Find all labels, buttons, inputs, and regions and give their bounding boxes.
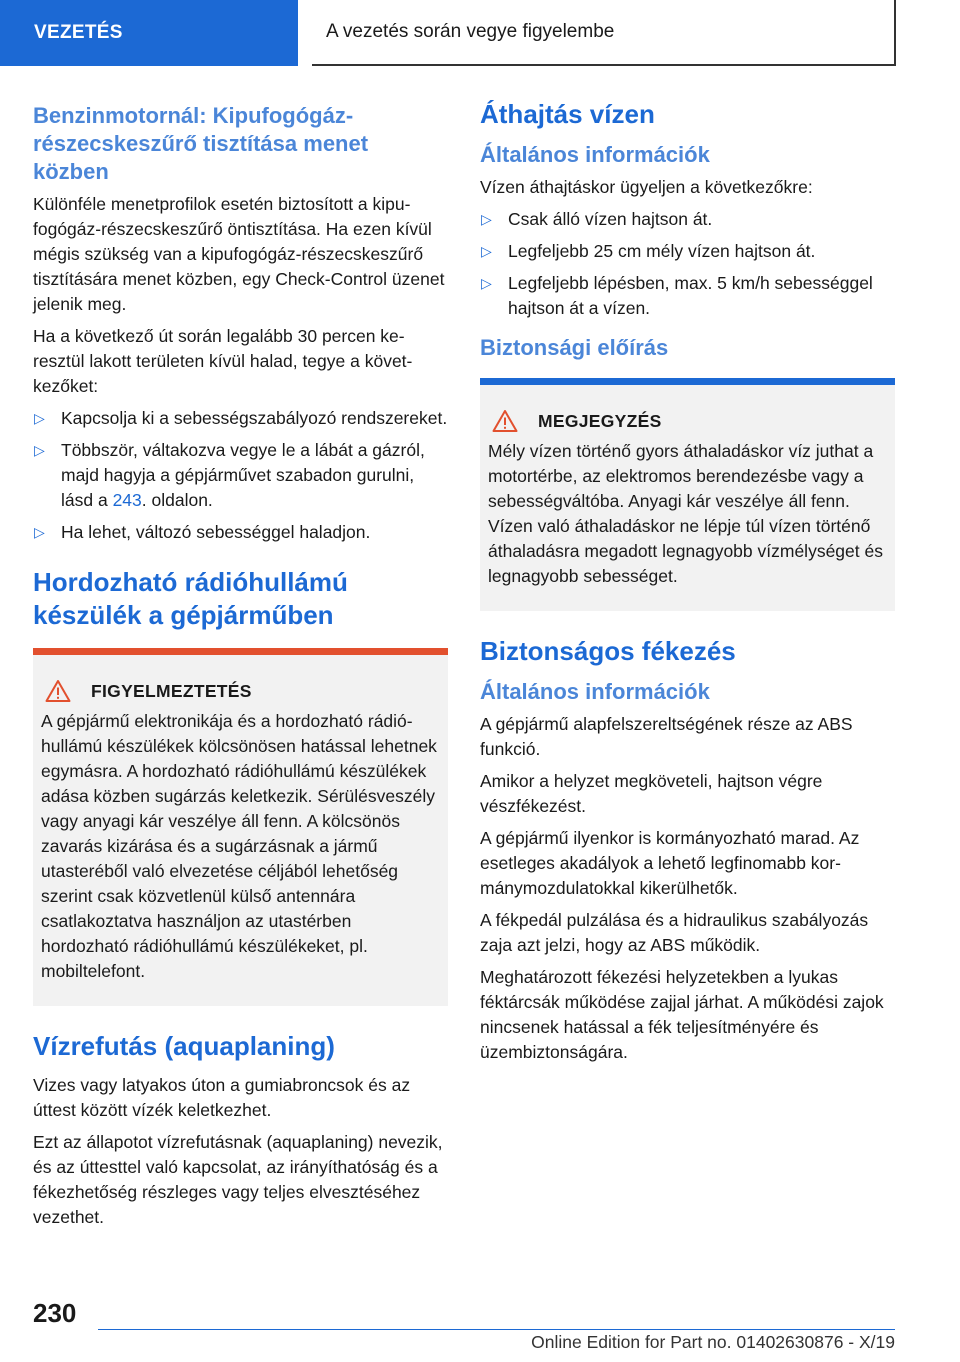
note-box: [480, 378, 895, 611]
heading-driving-through-water: Áthajtás vízen: [480, 99, 655, 129]
chapter-tab[interactable]: VEZETÉS: [0, 0, 298, 66]
note-title: MEGJEGYZÉS: [538, 410, 662, 431]
paragraph: Meghatározott fékezési helyzetekben a lyukas féktárcsák működése zajjal járhat. A működési zajok nincsenek hatással a fék teljesítményére és üzembiztonságára.: [480, 967, 884, 1062]
bullet-list: [33, 406, 448, 545]
paragraph: Amikor a helyzet megköveteli, hajtson végre vészfékezést.: [480, 771, 823, 816]
warning-box: [33, 648, 448, 1006]
triangle-bullet-icon: ▷: [481, 211, 492, 227]
warning-triangle-icon: [492, 409, 518, 433]
section-title: A vezetés során vegye figyelembe: [312, 0, 896, 66]
right-column: [480, 98, 895, 1072]
paragraph: Különféle menetprofilok esetén biztosított a kipufogógáz-részecskeszűrő öntisztítása. Ha ezen kívül mégis szükség van a kipufogógáz-részecskeszűrő tisztítására menet közben, egy Check-Control üzenet jelenik meg.: [33, 194, 445, 314]
heading-portable-radio: Hordozható rádióhullámú készülék a gépjárműben: [33, 567, 348, 630]
heading-safe-braking: Biztonságos fékezés: [480, 636, 736, 666]
paragraph: Vizes vagy latyakos úton a gumiabroncsok és az úttest között vízék keletkezhet.: [33, 1075, 411, 1120]
note-text: Mély vízen történő gyors áthaladáskor víz juthat a motortérbe, az elektromos berendezésbe vagy a sebességváltóba. Anyagi kár veszélye áll fenn. Vízen való áthaladáskor ne lépje túl vízen történő áthaladásra megadott legnagyobb vízmélységet és legnagyobb sebességet.: [488, 441, 883, 586]
list-item: ▷ Legfeljebb 25 cm mély vízen hajtson át.: [480, 239, 895, 264]
list-item: ▷ Csak álló vízen hajtson át.: [480, 207, 895, 232]
triangle-bullet-icon: ▷: [481, 275, 492, 291]
paragraph: Vízen áthajtáskor ügyeljen a következőkre:: [480, 177, 813, 197]
bullet-list: [480, 207, 895, 321]
paragraph: Ha a következő út során legalább 30 percen keresztül lakott területen kívül halad, tegye a következőket:: [33, 326, 413, 396]
footer-divider: [98, 1329, 895, 1330]
warning-text: A gépjármű elektronikája és a hordozható rádióhullámú készülékek kölcsönösen hatással lehetnek egymásra. A hordozható rádióhullámú készülékek adása közben sugárzás keletkezik. Sérülésveszély vagy anyagi kár veszélye áll fenn. A kölcsönös zavarás kizárása és a sugárzásnak a jármű utasteréből való elvezetése céljából lehetőség szerint csak közvetlenül külső antennára csatlakoztatva használjon az utastérben hordozható rádióhullámú készülékeket, pl. mobiltelefont.: [41, 711, 437, 981]
left-column: [33, 98, 448, 1237]
page-link[interactable]: 243: [112, 490, 142, 510]
list-item: ▷ Legfeljebb lépésben, max. 5 km/h sebességgel hajtson át a vízen.: [481, 273, 873, 318]
list-item: ▷ Ha lehet, változó sebességgel haladjon.: [33, 520, 448, 545]
warning-title: FIGYELMEZTETÉS: [91, 680, 252, 701]
paragraph: Ezt az állapotot vízrefutásnak (aquaplaning) nevezik, és az úttesttel való kapcsolat, az irányíthatóság és a fékezhetőség részleges vagy teljes elvesztéséhez vezethet.: [33, 1132, 443, 1227]
paragraph: A gépjármű ilyenkor is kormányozható marad. Az esetleges akadályok a lehető legfinomabb kormánymozdulatokkal kikerülhetők.: [480, 828, 860, 898]
page-number: 230: [33, 1298, 77, 1328]
list-item: ▷ Többször, váltakozva vegye le a lábát a gázról, majd hagyja a gépjárművet szabadon gurulni, lásd a 243. oldalon.: [34, 440, 425, 510]
triangle-bullet-icon: ▷: [34, 442, 45, 458]
page-header: [0, 0, 960, 66]
heading-dpf-cleaning: Benzinmotornál: Kipufogógáz-részecskeszűrő tisztítása menet közben: [33, 103, 369, 184]
subheading-general-info: Általános információk: [480, 679, 710, 704]
triangle-bullet-icon: ▷: [34, 524, 45, 540]
subheading-safety: Biztonsági előírás: [480, 335, 669, 360]
paragraph: A gépjármű alapfelszereltségének része az ABS funkció.: [480, 714, 853, 759]
edition-text: Online Edition for Part no. 01402630876 - X/19: [531, 1332, 895, 1352]
paragraph: A fékpedál pulzálása és a hidraulikus szabályozás zaja azt jelzi, hogy az ABS működik.: [480, 910, 869, 955]
warning-triangle-icon: [45, 679, 71, 703]
list-item: ▷ Kapcsolja ki a sebességszabályozó rendszereket.: [33, 406, 448, 431]
triangle-bullet-icon: ▷: [481, 243, 492, 259]
heading-aquaplaning: Vízrefutás (aquaplaning): [33, 1031, 335, 1061]
subheading-general-info: Általános információk: [480, 142, 710, 167]
triangle-bullet-icon: ▷: [34, 410, 45, 426]
